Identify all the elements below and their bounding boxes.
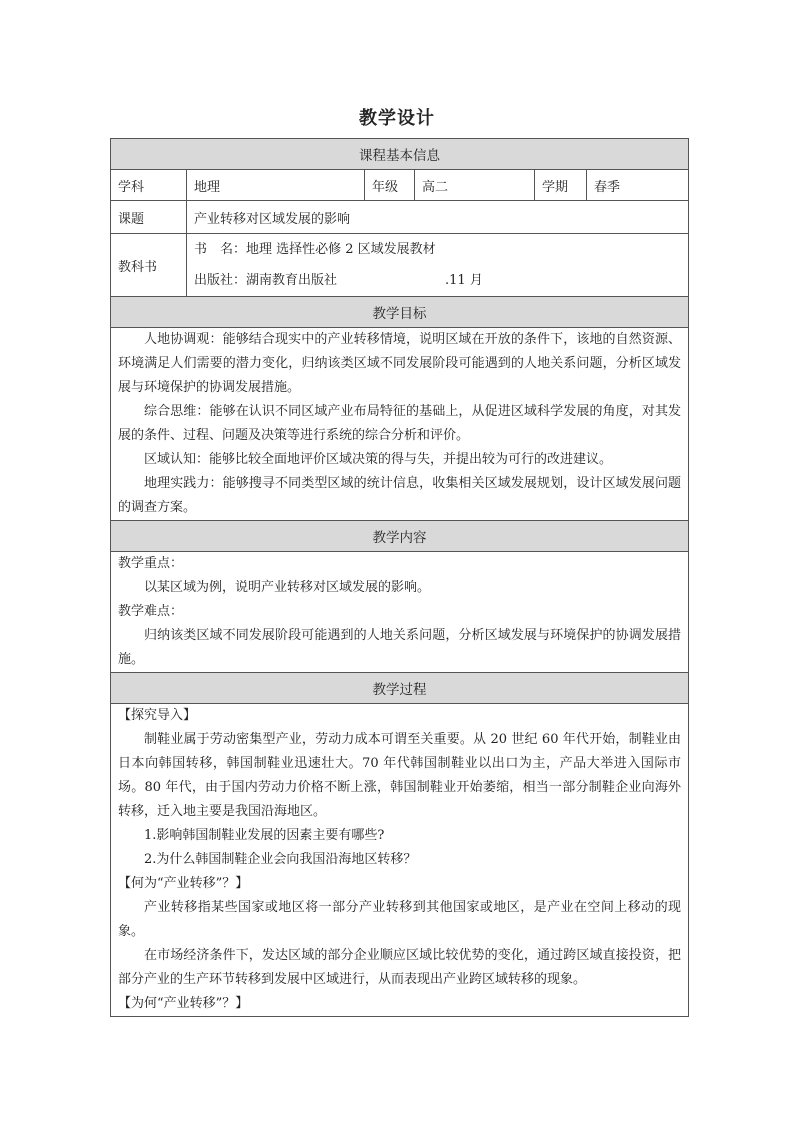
grade-value: 高二: [415, 170, 535, 201]
objective-paragraph: 区域认知：能够比较全面地评价区域决策的得与失，并提出较为可行的改进建议。: [144, 452, 613, 467]
subject-row: [111, 170, 689, 201]
subject-label: 学科: [111, 170, 187, 201]
topic-row: [111, 201, 689, 234]
objective-paragraph: 综合思维：能够在认识不同区域产业布局特征的基础上，从促进区域科学发展的角度，对其发展的条件、过程、问题及决策等进行系统的综合分析和评价。: [118, 404, 682, 443]
lesson-plan-table: [110, 138, 689, 1017]
objective-paragraph: 人地协调观：能够结合现实中的产业转移情境，说明区域在开放的条件下，该地的自然资源、环境满足人们需要的潜力变化，归纳该类区域不同发展阶段可能遇到的人地关系问题，分析区域发展与环境保护的协调发展措施。: [118, 332, 682, 395]
textbook-publisher: 出版社：湖南教育出版社: [194, 273, 338, 288]
topic-label: 课题: [111, 201, 187, 234]
question-item: 1.影响韩国制鞋业发展的因素主要有哪些?: [144, 828, 385, 843]
topic-value: 产业转移对区域发展的影响: [187, 201, 689, 234]
textbook-name-line: 书 名：地理 选择性必修 2 区域发展教材: [194, 242, 436, 257]
key-point-label: 教学重点：: [118, 556, 184, 571]
objectives-body: [111, 328, 689, 521]
why-heading: 【为何“产业转移”？】: [118, 996, 249, 1011]
key-point-text: 以某区域为例，说明产业转移对区域发展的影响。: [144, 580, 431, 595]
process-row: [111, 704, 689, 1017]
textbook-date: .11 月: [445, 273, 483, 288]
term-value: 春季: [587, 170, 689, 201]
content-row: [111, 552, 689, 673]
process-header-row: [111, 673, 689, 704]
objective-paragraph: 地理实践力：能够搜寻不同类型区域的统计信息，收集相关区域发展规划，设计区域发展问题的调查方案。: [118, 476, 682, 515]
process-body: [111, 704, 689, 1017]
subject-value: 地理: [187, 170, 365, 201]
objectives-row: [111, 328, 689, 521]
grade-label: 年级: [365, 170, 415, 201]
document-title: 教学设计: [359, 108, 435, 129]
what-text: 在市场经济条件下，发达区域的部分企业顺应区域比较优势的变化，通过跨区域直接投资，把部分产业的生产环节转移到发展中区域进行，从而表现出产业跨区域转移的现象。: [118, 948, 682, 987]
what-text: 产业转移指某些国家或地区将一部分产业转移到其他国家或地区，是产业在空间上移动的现象。: [118, 900, 682, 939]
basic-info-header-row: [111, 139, 689, 170]
term-label: 学期: [535, 170, 587, 201]
intro-heading: 【探究导入】: [118, 708, 197, 723]
difficulty-text: 归纳该类区域不同发展阶段可能遇到的人地关系问题，分析区域发展与环境保护的协调发展措施。: [118, 628, 682, 667]
objectives-section-title: 教学目标: [111, 297, 689, 328]
content-body: [111, 552, 689, 673]
textbook-info: [187, 234, 689, 297]
textbook-publisher-line: [194, 265, 681, 296]
textbook-label: 教科书: [111, 234, 187, 297]
process-section-title: 教学过程: [111, 673, 689, 704]
what-heading: 【何为“产业转移”？】: [118, 876, 249, 891]
basic-info-section-title: 课程基本信息: [111, 139, 689, 170]
textbook-row: [111, 234, 689, 297]
content-section-title: 教学内容: [111, 521, 689, 552]
intro-text: 制鞋业属于劳动密集型产业，劳动力成本可谓至关重要。从 20 世纪 60 年代开始，制鞋业由日本向韩国转移，韩国制鞋业迅速壮大。70 年代韩国制鞋业以出口为主，产品大举进入国际市场。80 年代，由于国内劳动力价格不断上涨，韩国制鞋业开始萎缩，相当一部分制鞋企业向海外转移，迁入地主要是我国沿海地区。: [118, 732, 682, 819]
question-item: 2.为什么韩国制鞋企业会向我国沿海地区转移？: [144, 852, 417, 867]
objectives-header-row: [111, 297, 689, 328]
content-header-row: [111, 521, 689, 552]
difficulty-label: 教学难点：: [118, 604, 184, 619]
